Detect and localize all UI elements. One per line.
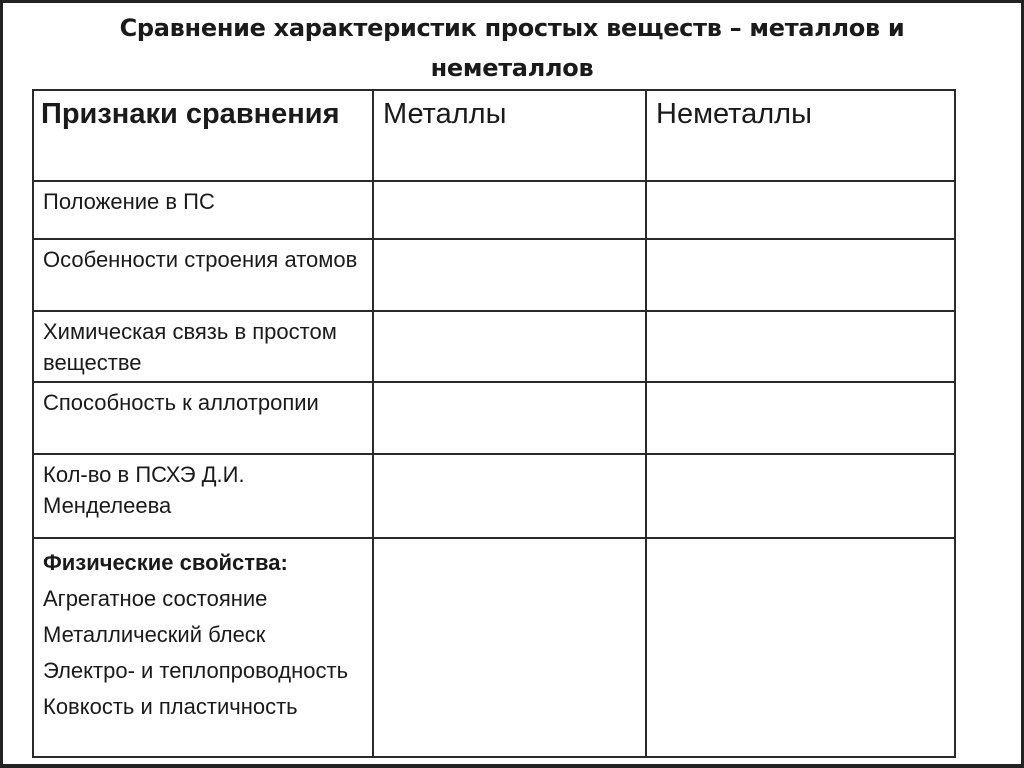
cell-metals [373,311,646,382]
physical-item-malleability: Ковкость и пластичность [43,694,298,719]
cell-nonmetals [646,382,955,454]
page-title: Сравнение характеристик простых веществ – металлов и неметаллов [119,14,905,82]
cell-metals [373,239,646,311]
table-row [33,382,955,454]
header-nonmetals: Неметаллы [646,90,955,181]
cell-metals [373,181,646,239]
row-label-count: Кол-во в ПСХЭ Д.И. Менделеева [33,454,373,538]
cell-nonmetals [646,454,955,538]
cell-metals [373,538,646,757]
cell-nonmetals [646,538,955,757]
header-metals: Металлы [373,90,646,181]
comparison-table [32,89,956,758]
table-header-row [33,90,955,181]
cell-metals [373,454,646,538]
physical-item-conductivity: Электро- и теплопроводность [43,658,349,683]
header-criteria: Признаки сравнения [33,90,373,181]
cell-metals [373,382,646,454]
cell-nonmetals [646,181,955,239]
table-row-physical [33,538,955,757]
physical-item-state: Агрегатное состояние [43,586,268,611]
table-row [33,311,955,382]
cell-nonmetals [646,239,955,311]
cell-nonmetals [646,311,955,382]
table-row [33,239,955,311]
row-label-atom-structure: Особенности строения атомов [33,239,373,311]
row-label-chemical-bond: Химическая связь в простом веществе [33,311,373,382]
table-row [33,454,955,538]
physical-properties-cell [33,538,373,757]
row-label-position: Положение в ПС [33,181,373,239]
physical-item-luster: Металлический блеск [43,622,266,647]
table-row [33,181,955,239]
row-label-allotropy: Способность к аллотропии [33,382,373,454]
physical-properties-heading: Физические свойства: [43,550,288,575]
